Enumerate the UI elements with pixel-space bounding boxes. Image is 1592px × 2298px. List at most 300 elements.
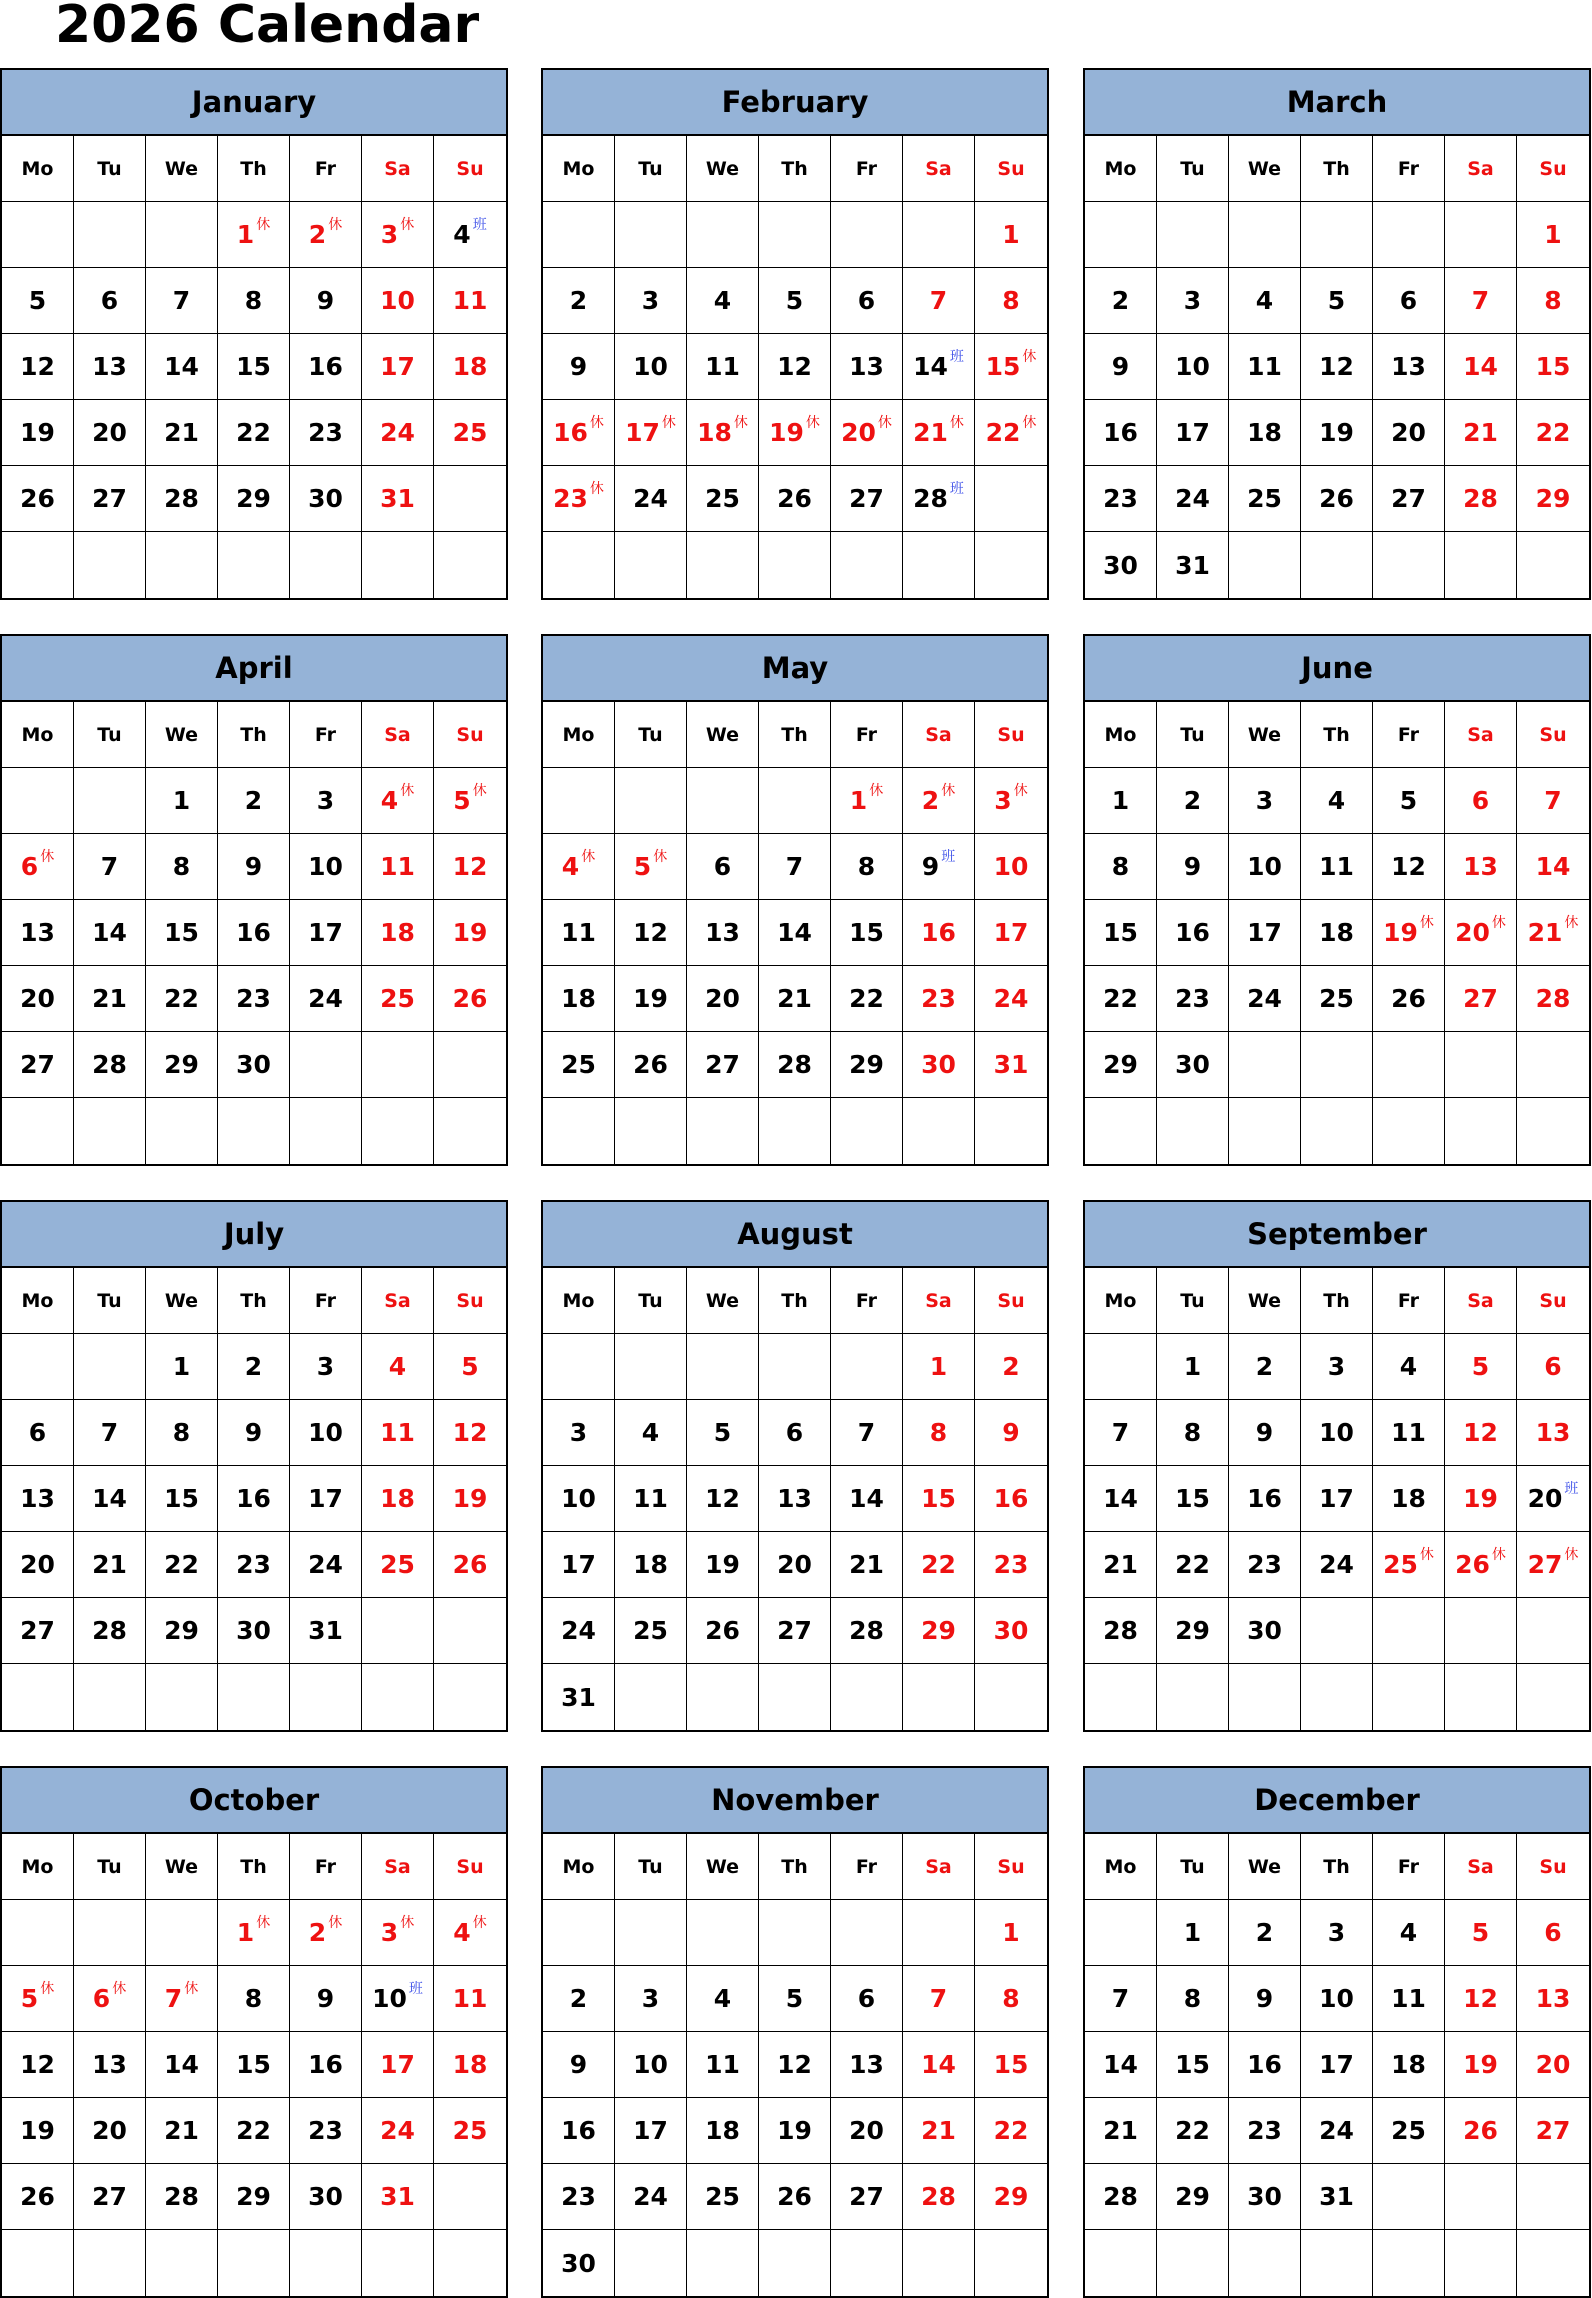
- day-number: 4: [1399, 1352, 1418, 1381]
- day-number: 20: [1535, 2050, 1571, 2079]
- day-cell: [1157, 2164, 1229, 2230]
- day-cell: [146, 2164, 218, 2230]
- month-header: August: [543, 1202, 1047, 1268]
- empty-cell: [903, 202, 975, 268]
- day-number: 31: [993, 1050, 1029, 1079]
- day-cell: [74, 1966, 146, 2032]
- day-number: 24: [633, 484, 668, 513]
- day-cell: [362, 202, 434, 268]
- day-cell: [362, 1532, 434, 1598]
- day-number: 19: [452, 1484, 488, 1513]
- day-cell: [146, 400, 218, 466]
- day-cell: [903, 2032, 975, 2098]
- day-cell: [1517, 466, 1589, 532]
- day-cell: [290, 900, 362, 966]
- day-number: 10: [1175, 352, 1210, 381]
- day-cell: [362, 1466, 434, 1532]
- month-grid: [1085, 1834, 1589, 2296]
- day-number: 5: [785, 1984, 804, 2013]
- day-number: 26: [20, 2182, 55, 2211]
- day-number: 13: [92, 2050, 127, 2079]
- weekday-header: We: [687, 136, 759, 202]
- day-cell: [1157, 834, 1229, 900]
- day-number: 28: [1463, 484, 1498, 513]
- day-cell: [362, 1900, 434, 1966]
- rest-tag: 休: [1491, 1546, 1506, 1563]
- empty-cell: [831, 1664, 903, 1730]
- weekday-header: Mo: [2, 1268, 74, 1334]
- day-cell: [975, 768, 1047, 834]
- weekday-header: Tu: [615, 702, 687, 768]
- day-number: 29: [1175, 2182, 1210, 2211]
- day-number: 8: [1183, 1418, 1202, 1447]
- day-cell: [1085, 2098, 1157, 2164]
- day-number: 19: [769, 418, 804, 447]
- day-number: 9: [316, 286, 335, 315]
- empty-cell: [543, 202, 615, 268]
- day-cell: [290, 1900, 362, 1966]
- empty-cell: [1085, 1098, 1157, 1164]
- day-cell: [1373, 1466, 1445, 1532]
- day-cell: [2, 1966, 74, 2032]
- day-cell: [1085, 1532, 1157, 1598]
- day-number: 12: [452, 852, 488, 881]
- day-cell: [74, 2164, 146, 2230]
- day-cell: [74, 1466, 146, 1532]
- day-number: 17: [625, 418, 660, 447]
- day-number: 10: [993, 852, 1029, 881]
- day-number: 22: [236, 418, 271, 447]
- weekday-header: We: [1229, 1834, 1301, 1900]
- day-cell: [1085, 1466, 1157, 1532]
- day-number: 3: [380, 220, 399, 249]
- empty-cell: [1229, 1664, 1301, 1730]
- rest-tag: 休: [328, 216, 343, 233]
- day-cell: [2, 2098, 74, 2164]
- day-cell: [146, 1598, 218, 1664]
- empty-cell: [146, 1664, 218, 1730]
- day-cell: [1229, 1900, 1301, 1966]
- weekday-header: Th: [1301, 136, 1373, 202]
- day-number: 28: [164, 484, 199, 513]
- day-cell: [1373, 466, 1445, 532]
- day-number: 29: [164, 1616, 199, 1645]
- month-grid: [2, 136, 506, 598]
- day-number: 4: [453, 1918, 471, 1947]
- day-number: 6: [92, 1984, 111, 2013]
- empty-cell: [831, 202, 903, 268]
- rest-tag: 休: [949, 414, 964, 431]
- day-cell: [1229, 1598, 1301, 1664]
- month-november: [541, 1766, 1049, 2298]
- day-number: 18: [1391, 1484, 1426, 1513]
- day-cell: [687, 466, 759, 532]
- month-grid: [1085, 136, 1589, 598]
- empty-cell: [1373, 1598, 1445, 1664]
- day-cell: [615, 466, 687, 532]
- empty-cell: [146, 2230, 218, 2296]
- day-number: 12: [777, 2050, 812, 2079]
- weekday-header: Fr: [831, 1268, 903, 1334]
- empty-cell: [615, 1900, 687, 1966]
- day-cell: [1301, 966, 1373, 1032]
- day-number: 30: [561, 2248, 596, 2278]
- day-cell: [1445, 268, 1517, 334]
- day-number: 9: [1255, 1418, 1274, 1447]
- day-number: 1: [1544, 220, 1562, 249]
- day-cell: [1085, 2032, 1157, 2098]
- day-cell: [543, 1532, 615, 1598]
- empty-cell: [1085, 1334, 1157, 1400]
- day-cell: [434, 268, 506, 334]
- day-number: 3: [1183, 286, 1202, 315]
- day-cell: [759, 1966, 831, 2032]
- rest-tag: 休: [589, 480, 604, 497]
- day-cell: [1517, 1466, 1589, 1532]
- day-cell: [615, 1032, 687, 1098]
- day-number: 16: [236, 918, 271, 947]
- day-cell: [434, 1400, 506, 1466]
- empty-cell: [687, 2230, 759, 2296]
- day-number: 3: [1327, 1918, 1346, 1947]
- day-number: 27: [1463, 984, 1498, 1013]
- month-header: December: [1085, 1768, 1589, 1834]
- day-cell: [1445, 834, 1517, 900]
- day-number: 24: [380, 418, 415, 447]
- day-cell: [975, 268, 1047, 334]
- day-number: 25: [1383, 1550, 1418, 1579]
- day-number: 26: [777, 2182, 812, 2211]
- day-cell: [434, 334, 506, 400]
- rest-tag: 休: [1022, 348, 1037, 365]
- day-cell: [831, 1032, 903, 1098]
- weekday-header: Th: [1301, 702, 1373, 768]
- day-cell: [1517, 1900, 1589, 1966]
- day-number: 21: [1463, 418, 1498, 447]
- day-number: 21: [777, 984, 812, 1013]
- day-number: 16: [1247, 1484, 1282, 1513]
- empty-cell: [759, 532, 831, 598]
- weekday-header: We: [687, 1834, 759, 1900]
- month-header: October: [2, 1768, 506, 1834]
- day-cell: [146, 1032, 218, 1098]
- day-cell: [1445, 466, 1517, 532]
- day-number: 24: [993, 984, 1029, 1013]
- day-number: 10: [633, 352, 668, 381]
- day-number: 6: [28, 1418, 47, 1447]
- day-number: 11: [1247, 352, 1282, 381]
- day-number: 7: [100, 1418, 119, 1447]
- day-cell: [1229, 268, 1301, 334]
- day-number: 9: [244, 1418, 263, 1447]
- day-cell: [615, 268, 687, 334]
- day-number: 3: [1327, 1352, 1346, 1381]
- empty-cell: [759, 768, 831, 834]
- day-cell: [1445, 1400, 1517, 1466]
- day-cell: [1229, 400, 1301, 466]
- day-cell: [543, 2098, 615, 2164]
- empty-cell: [975, 1664, 1047, 1730]
- day-number: 20: [1527, 1484, 1563, 1513]
- day-number: 11: [561, 918, 596, 947]
- day-number: 9: [569, 2050, 588, 2079]
- page-title: 2026 Calendar: [55, 0, 480, 55]
- day-cell: [759, 1532, 831, 1598]
- day-number: 28: [913, 484, 948, 513]
- month-january: [0, 68, 508, 600]
- day-number: 22: [985, 418, 1021, 447]
- empty-cell: [1085, 2230, 1157, 2296]
- day-number: 11: [705, 352, 740, 381]
- empty-cell: [975, 1098, 1047, 1164]
- day-cell: [543, 966, 615, 1032]
- weekday-header: Sa: [362, 1268, 434, 1334]
- empty-cell: [903, 1664, 975, 1730]
- day-cell: [218, 1032, 290, 1098]
- weekday-header: Mo: [2, 136, 74, 202]
- empty-cell: [434, 1098, 506, 1164]
- day-number: 9: [921, 852, 940, 881]
- day-number: 7: [1471, 286, 1490, 315]
- day-number: 12: [20, 352, 55, 381]
- day-number: 25: [633, 1616, 668, 1645]
- day-cell: [290, 834, 362, 900]
- day-cell: [903, 1598, 975, 1664]
- rest-tag: 休: [400, 782, 415, 799]
- day-cell: [434, 1532, 506, 1598]
- weekday-header: Fr: [1373, 1834, 1445, 1900]
- day-number: 14: [777, 918, 812, 947]
- day-cell: [2, 1532, 74, 1598]
- month-february: [541, 68, 1049, 600]
- day-cell: [1229, 1966, 1301, 2032]
- empty-cell: [615, 202, 687, 268]
- empty-cell: [362, 2230, 434, 2296]
- rest-tag: 休: [1564, 914, 1579, 931]
- day-number: 13: [849, 2050, 884, 2079]
- day-number: 4: [1399, 1918, 1418, 1947]
- empty-cell: [1517, 1664, 1589, 1730]
- day-number: 17: [993, 918, 1029, 947]
- day-number: 27: [849, 484, 884, 513]
- empty-cell: [1517, 1032, 1589, 1098]
- day-number: 26: [452, 1550, 488, 1579]
- day-number: 14: [913, 352, 948, 381]
- empty-cell: [1229, 1098, 1301, 1164]
- empty-cell: [903, 1098, 975, 1164]
- day-number: 4: [380, 786, 399, 815]
- day-cell: [362, 2032, 434, 2098]
- rest-tag: 休: [400, 216, 415, 233]
- day-number: 27: [92, 484, 127, 513]
- empty-cell: [434, 2230, 506, 2296]
- day-cell: [687, 1400, 759, 1466]
- day-cell: [759, 334, 831, 400]
- month-header: July: [2, 1202, 506, 1268]
- day-number: 2: [569, 286, 588, 315]
- day-number: 19: [1463, 2050, 1498, 2079]
- empty-cell: [434, 1664, 506, 1730]
- day-cell: [1085, 1032, 1157, 1098]
- weekday-header: Mo: [2, 702, 74, 768]
- day-cell: [1301, 2164, 1373, 2230]
- day-cell: [615, 834, 687, 900]
- day-cell: [831, 1532, 903, 1598]
- day-number: 15: [985, 352, 1021, 381]
- empty-cell: [1085, 1664, 1157, 1730]
- day-number: 1: [1002, 1918, 1020, 1947]
- day-cell: [903, 1466, 975, 1532]
- day-number: 30: [1247, 2182, 1282, 2211]
- work-tag: 班: [949, 348, 964, 365]
- month-march: [1083, 68, 1591, 600]
- weekday-header: Tu: [74, 702, 146, 768]
- day-number: 15: [921, 1484, 956, 1513]
- day-number: 28: [92, 1616, 127, 1645]
- day-number: 21: [164, 418, 199, 447]
- day-number: 6: [857, 1984, 876, 2013]
- day-cell: [1157, 2098, 1229, 2164]
- empty-cell: [362, 1664, 434, 1730]
- day-number: 26: [1319, 484, 1354, 513]
- day-number: 30: [236, 1616, 271, 1645]
- day-cell: [1157, 768, 1229, 834]
- weekday-header: Fr: [1373, 1268, 1445, 1334]
- day-cell: [2, 400, 74, 466]
- day-cell: [290, 202, 362, 268]
- day-number: 13: [20, 1484, 55, 1513]
- day-number: 1: [1183, 1918, 1202, 1947]
- weekday-header: Sa: [1445, 702, 1517, 768]
- weekday-header: Th: [759, 1834, 831, 1900]
- rest-tag: 休: [589, 414, 604, 431]
- day-cell: [1301, 1466, 1373, 1532]
- day-number: 10: [1247, 852, 1282, 881]
- day-cell: [146, 466, 218, 532]
- day-number: 18: [1247, 418, 1282, 447]
- day-cell: [146, 1966, 218, 2032]
- month-header: May: [543, 636, 1047, 702]
- empty-cell: [615, 532, 687, 598]
- day-cell: [615, 900, 687, 966]
- work-tag: 班: [941, 848, 956, 865]
- empty-cell: [903, 1900, 975, 1966]
- day-number: 10: [372, 1984, 407, 2013]
- empty-cell: [1301, 532, 1373, 598]
- day-number: 23: [561, 2182, 596, 2211]
- month-grid: [2, 1834, 506, 2296]
- rest-tag: 休: [1419, 914, 1434, 931]
- day-number: 28: [164, 2182, 199, 2211]
- day-cell: [1517, 1334, 1589, 1400]
- weekday-header: Su: [434, 1268, 506, 1334]
- day-number: 24: [1319, 1550, 1354, 1579]
- day-cell: [218, 2164, 290, 2230]
- day-cell: [1229, 1334, 1301, 1400]
- day-cell: [74, 2032, 146, 2098]
- day-cell: [434, 1334, 506, 1400]
- day-cell: [975, 1032, 1047, 1098]
- day-number: 15: [236, 2050, 271, 2079]
- day-cell: [146, 966, 218, 1032]
- day-number: 13: [92, 352, 127, 381]
- day-cell: [434, 1900, 506, 1966]
- empty-cell: [1373, 2164, 1445, 2230]
- day-cell: [1517, 2098, 1589, 2164]
- weekday-header: Fr: [290, 1834, 362, 1900]
- day-cell: [1517, 1532, 1589, 1598]
- day-number: 13: [705, 918, 740, 947]
- day-number: 28: [1103, 1616, 1138, 1645]
- day-cell: [218, 768, 290, 834]
- day-number: 14: [92, 918, 127, 947]
- day-number: 24: [1319, 2116, 1354, 2145]
- empty-cell: [290, 1664, 362, 1730]
- day-number: 7: [1544, 786, 1562, 815]
- day-cell: [1157, 1900, 1229, 1966]
- day-cell: [1157, 400, 1229, 466]
- day-cell: [362, 768, 434, 834]
- day-cell: [759, 268, 831, 334]
- day-number: 14: [1535, 852, 1571, 881]
- day-number: 28: [1103, 2182, 1138, 2211]
- day-number: 9: [244, 852, 263, 881]
- day-cell: [290, 1334, 362, 1400]
- day-number: 1: [172, 1352, 191, 1381]
- empty-cell: [218, 1664, 290, 1730]
- day-cell: [1301, 834, 1373, 900]
- day-cell: [1517, 334, 1589, 400]
- empty-cell: [362, 1598, 434, 1664]
- day-cell: [1445, 1466, 1517, 1532]
- empty-cell: [218, 1098, 290, 1164]
- day-cell: [1157, 268, 1229, 334]
- day-number: 30: [236, 1050, 271, 1079]
- day-number: 17: [1319, 1484, 1354, 1513]
- day-cell: [903, 466, 975, 532]
- day-cell: [831, 966, 903, 1032]
- day-cell: [903, 966, 975, 1032]
- day-number: 19: [1319, 418, 1354, 447]
- day-number: 10: [1319, 1984, 1354, 2013]
- day-cell: [543, 334, 615, 400]
- month-header: April: [2, 636, 506, 702]
- day-cell: [434, 834, 506, 900]
- weekday-header: We: [146, 702, 218, 768]
- day-number: 23: [1175, 984, 1210, 1013]
- weekday-header: Mo: [543, 1834, 615, 1900]
- day-number: 21: [849, 1550, 884, 1579]
- day-number: 23: [1247, 1550, 1282, 1579]
- day-cell: [1445, 1966, 1517, 2032]
- day-number: 31: [561, 1682, 596, 1712]
- day-number: 25: [1319, 984, 1354, 1013]
- day-cell: [1373, 1900, 1445, 1966]
- rest-tag: 休: [472, 1914, 487, 1931]
- day-cell: [218, 834, 290, 900]
- day-number: 9: [1183, 852, 1202, 881]
- weekday-header: We: [1229, 702, 1301, 768]
- day-number: 29: [993, 2182, 1029, 2211]
- day-cell: [1085, 400, 1157, 466]
- day-number: 11: [380, 852, 415, 881]
- weekday-header: Su: [975, 1834, 1047, 1900]
- day-cell: [903, 900, 975, 966]
- weekday-header: Fr: [831, 702, 903, 768]
- empty-cell: [615, 1334, 687, 1400]
- empty-cell: [2, 1098, 74, 1164]
- day-number: 23: [1103, 484, 1138, 513]
